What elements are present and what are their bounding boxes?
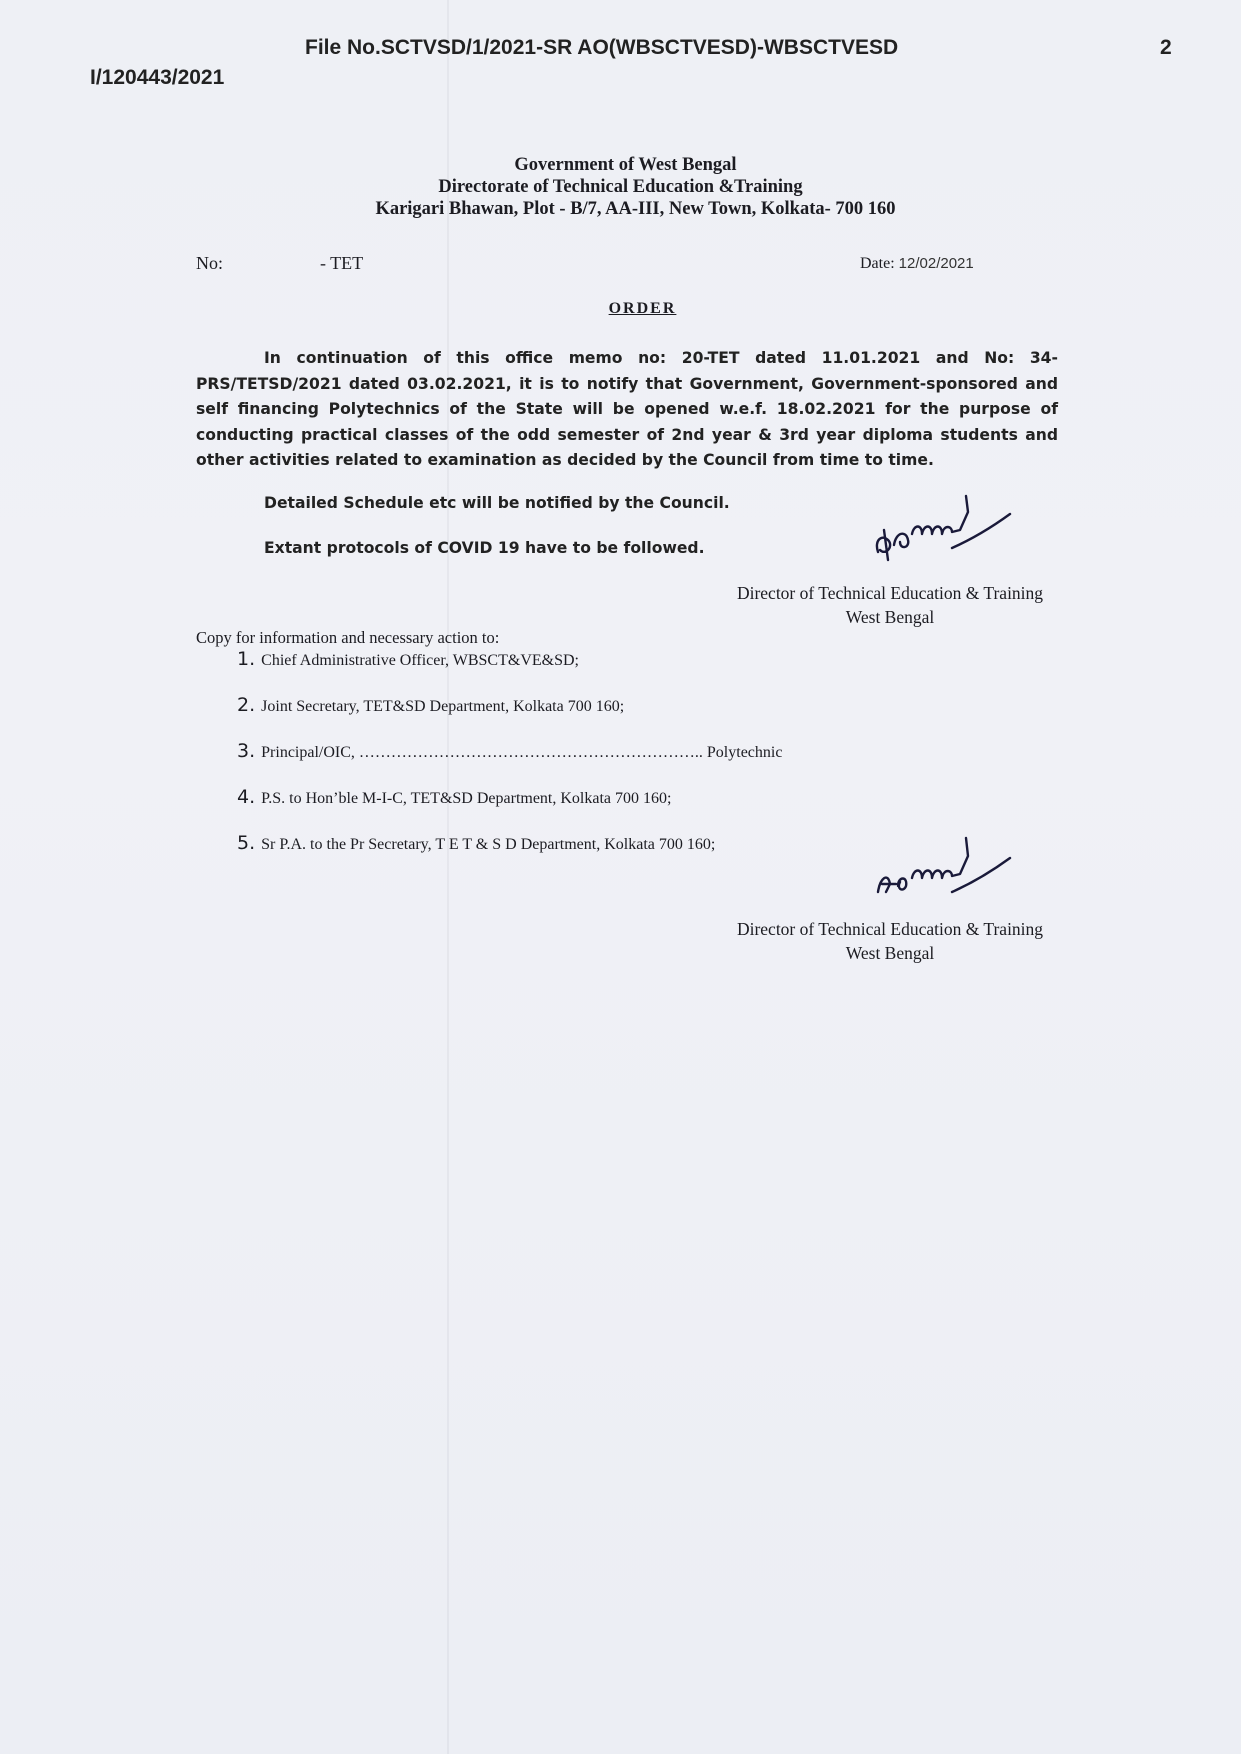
order-body: In continuation of this office memo no: 20-TET dated 11.01.2021 and No: 34-PRS/TETSD/2021 dated 03.02.2021, it is to notify that Government, Government-sponsored and self financing Polytechnics of the State will be opened w.e.f. 18.02.2021 for the purpose of conducting practical classes of the odd semester of 2nd year & 3rd year diploma students and other activities related to examination as decided by the Council from time to time. (196, 349, 1058, 469)
signatory-title: Director of Technical Education & Training (736, 919, 1044, 939)
signatory-state: West Bengal (845, 943, 935, 963)
note-covid-protocol: Extant protocols of COVID 19 have to be followed. (264, 539, 705, 557)
list-item-number: 1. (237, 648, 256, 670)
letterhead (0, 154, 1241, 220)
list-item (237, 694, 624, 716)
reference-number: I/120443/2021 (90, 66, 225, 89)
list-item (237, 832, 715, 854)
letterhead-directorate: Directorate of Technical Education &Training (438, 177, 803, 197)
note-schedule: Detailed Schedule etc will be notified by the Council. (264, 494, 730, 512)
paper-fold (447, 0, 449, 1754)
list-item-number: 3. (237, 740, 256, 762)
order-title: ORDER (608, 300, 677, 317)
signatory-state: West Bengal (845, 607, 935, 627)
list-item (237, 786, 671, 808)
list-item-number: 5. (237, 832, 256, 854)
list-item-number: 4. (237, 786, 256, 808)
list-item-text: Principal/OIC, ……………………………………………………….. Polytechnic (261, 744, 783, 761)
memo-date (860, 255, 974, 273)
list-item-number: 2. (237, 694, 256, 716)
list-item (237, 648, 579, 670)
list-item-text: Sr P.A. to the Pr Secretary, T E T & S D Department, Kolkata 700 160; (261, 836, 716, 853)
memo-date-label: Date: (860, 255, 895, 272)
signature-mark (860, 490, 1020, 568)
signatory-designation (720, 581, 1060, 629)
list-item-text: P.S. to Hon’ble M-I-C, TET&SD Department, Kolkata 700 160; (261, 790, 672, 807)
memo-no-suffix: - TET (320, 253, 364, 273)
list-item (237, 740, 782, 762)
signatory-title: Director of Technical Education & Training (736, 583, 1044, 603)
signature-mark (860, 826, 1020, 904)
list-item-text: Joint Secretary, TET&SD Department, Kolkata 700 160; (261, 698, 625, 715)
page-number: 2 (1160, 36, 1172, 59)
file-number: File No.SCTVSD/1/2021-SR AO(WBSCTVESD)-WBSCTVESD (305, 36, 899, 59)
letterhead-address: Karigari Bhawan, Plot - B/7, AA-III, New Town, Kolkata- 700 160 (375, 199, 896, 219)
list-item-text: Chief Administrative Officer, WBSCT&VE&SD; (261, 652, 579, 669)
memo-date-value: 12/02/2021 (898, 255, 974, 272)
signatory-designation-copy (720, 917, 1060, 965)
memo-no-label: No: (196, 253, 223, 273)
letterhead-government: Government of West Bengal (514, 155, 737, 175)
copy-intro: Copy for information and necessary action to: (196, 628, 500, 647)
